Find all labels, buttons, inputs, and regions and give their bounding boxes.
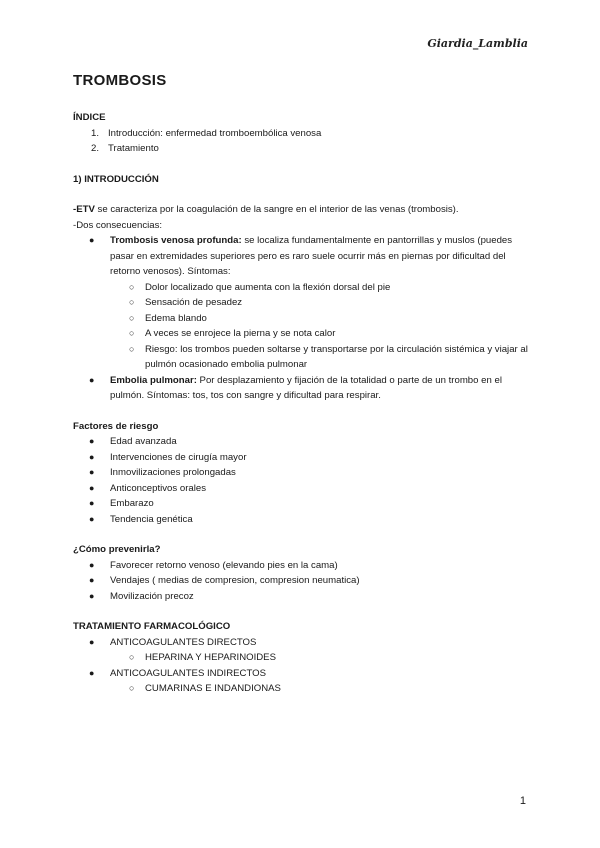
index-text: Tratamiento [108, 143, 159, 154]
treatment-sublist [110, 681, 533, 697]
list-item [110, 280, 533, 296]
bullet-icon: ● [89, 513, 95, 524]
risk-list [73, 434, 533, 527]
list-item [110, 326, 533, 342]
treatment-text: ANTICOAGULANTES DIRECTOS [110, 636, 257, 648]
consequences-line: -Dos consecuencias: [73, 219, 163, 231]
list-item [73, 434, 533, 450]
symptom-text: Dolor localizado que aumenta con la flexión dorsal del pie [145, 281, 391, 293]
circle-bullet-icon: ○ [129, 343, 135, 354]
symptom-text: Riesgo: los trombos pueden soltarse y transportarse por la circulación sistémica y viajar al pulmón ocasionado embolia pulmonar [145, 343, 528, 370]
list-item [110, 342, 533, 373]
circle-bullet-icon: ○ [129, 328, 135, 338]
list-item [73, 233, 533, 373]
list-item [73, 573, 533, 589]
ep-text: Por desplazamiento y fijación de la totalidad o parte de un trombo en el pulmón. Síntomas: tos, tos con sangre y dificultad para respirar. [110, 374, 502, 401]
prevent-list [73, 558, 533, 605]
prevent-text: Movilización precoz [110, 590, 194, 602]
etv-lead: -ETV [73, 204, 95, 215]
list-item [73, 589, 533, 605]
index-item [73, 126, 533, 142]
bullet-icon: ● [89, 498, 95, 508]
list-item [73, 635, 533, 666]
circle-bullet-icon: ○ [129, 297, 135, 307]
risk-text: Inmovilizaciones prolongadas [110, 467, 236, 478]
risk-text: Anticonceptivos orales [110, 482, 206, 494]
list-item [73, 558, 533, 574]
circle-bullet-icon: ○ [129, 652, 135, 662]
list-item [73, 481, 533, 497]
symptom-text: Sensación de pesadez [145, 297, 243, 308]
prevent-heading: ¿Cómo prevenirla? [73, 544, 161, 555]
bullet-icon: ● [89, 590, 95, 601]
risk-text: Edad avanzada [110, 436, 177, 447]
tvp-lead: Trombosis venosa profunda: [110, 235, 242, 246]
treatment-text: ANTICOAGULANTES INDIRECTOS [110, 667, 267, 679]
treatment-subtext: CUMARINAS E INDANDIONAS [145, 683, 281, 694]
circle-bullet-icon: ○ [129, 281, 135, 292]
index-text: Introducción: enfermedad tromboembólica venosa [108, 127, 322, 139]
index-list [73, 126, 533, 157]
bullet-icon: ● [89, 636, 95, 647]
tvp-text: se localiza fundamentalmente en pantorrillas y muslos (puedes pasar en extremidades superiores pero es raro suele ocurrir más en piernas por dificultad del retorno venosos). Síntomas: [110, 235, 513, 277]
treatment-subtext: HEPARINA Y HEPARINOIDES [145, 652, 276, 663]
list-item [110, 681, 533, 697]
document-body [73, 110, 533, 697]
bullet-icon: ● [89, 451, 95, 462]
intro-heading: 1) INTRODUCCIÓN [73, 173, 159, 185]
treatment-list [73, 635, 533, 697]
bullet-icon: ● [89, 235, 95, 245]
prevent-text: Favorecer retorno venoso (elevando pies en la cama) [110, 559, 338, 571]
index-num: 2. [91, 143, 100, 154]
prevent-text: Vendajes ( medias de compresion, compresion neumatica) [110, 575, 360, 586]
etv-text: se caracteriza por la coagulación de la sangre en el interior de las venas (trombosis). [94, 204, 459, 215]
list-item [73, 450, 533, 466]
page-number: 1 [519, 795, 526, 807]
list-item [110, 295, 533, 311]
list-item [73, 465, 533, 481]
risk-text: Tendencia genética [110, 513, 193, 525]
index-num: 1. [91, 127, 100, 139]
consequences-list [73, 233, 533, 404]
symptom-list [110, 280, 533, 373]
author-header: Giardia_Lamblia [427, 37, 528, 50]
list-item [73, 373, 533, 404]
list-item [110, 650, 533, 666]
bullet-icon: ● [89, 374, 95, 385]
index-item [73, 141, 533, 157]
bullet-icon: ● [89, 467, 95, 477]
list-item [73, 496, 533, 512]
risk-heading: Factores de riesgo [73, 420, 159, 432]
symptom-text: A veces se enrojece la pierna y se nota calor [145, 328, 336, 339]
list-item [73, 666, 533, 697]
circle-bullet-icon: ○ [129, 683, 135, 693]
bullet-icon: ● [89, 575, 95, 585]
treatment-heading: TRATAMIENTO FARMACOLÓGICO [73, 621, 231, 632]
circle-bullet-icon: ○ [129, 312, 135, 323]
symptom-text: Edema blando [145, 312, 207, 324]
bullet-icon: ● [89, 482, 95, 493]
etv-paragraph [73, 202, 533, 218]
treatment-sublist [110, 650, 533, 666]
index-heading: ÍNDICE [73, 112, 106, 123]
risk-text: Intervenciones de cirugía mayor [110, 451, 247, 463]
bullet-icon: ● [89, 559, 95, 570]
ep-lead: Embolia pulmonar: [110, 374, 197, 386]
bullet-icon: ● [89, 667, 95, 678]
list-item [73, 512, 533, 528]
bullet-icon: ● [89, 436, 95, 446]
page-title: TROMBOSIS [73, 72, 167, 89]
list-item [110, 311, 533, 327]
risk-text: Embarazo [110, 498, 154, 509]
